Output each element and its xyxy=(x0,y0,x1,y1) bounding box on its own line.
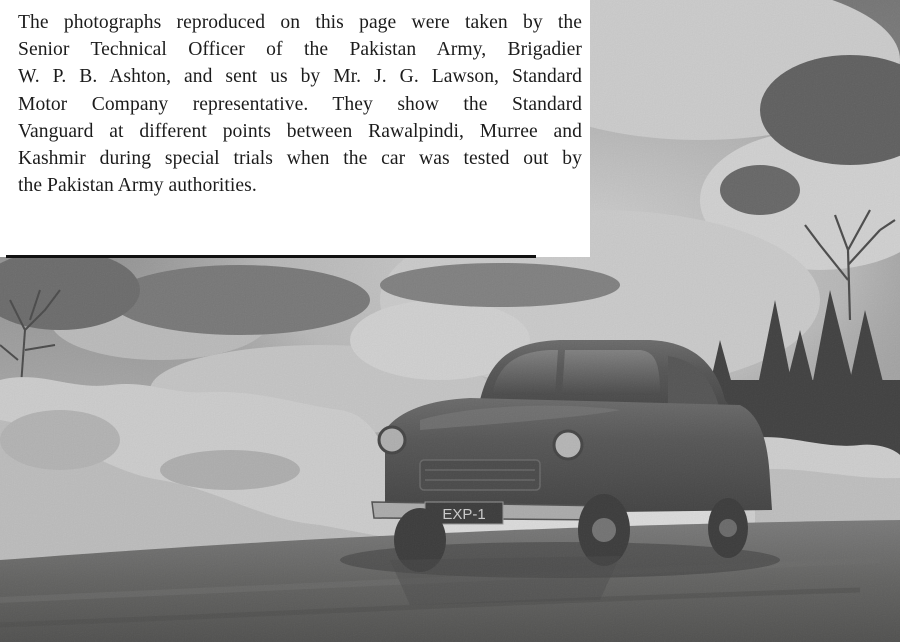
photo-caption xyxy=(0,0,590,257)
caption-divider xyxy=(6,255,536,258)
caption-line-2: Senior Technical Officer of the Pakistan Army, Brigadier xyxy=(18,39,582,61)
caption-line-4: Motor Company representative. They show the Standard xyxy=(18,93,582,115)
caption-line-1: The photographs reproduced on this page were taken by the xyxy=(18,12,582,33)
caption-line-6: Kashmir during special trials when the car was tested out by xyxy=(18,148,582,170)
caption-line-7: the Pakistan Army authorities. xyxy=(18,175,257,197)
caption-line-5: Vanguard at different points between Rawalpindi, Murree and xyxy=(18,120,582,142)
license-plate-text: EXP-1 xyxy=(442,506,486,523)
caption-line-3: W. P. B. Ashton, and sent us by Mr. J. G. Lawson, Standard xyxy=(18,66,582,88)
